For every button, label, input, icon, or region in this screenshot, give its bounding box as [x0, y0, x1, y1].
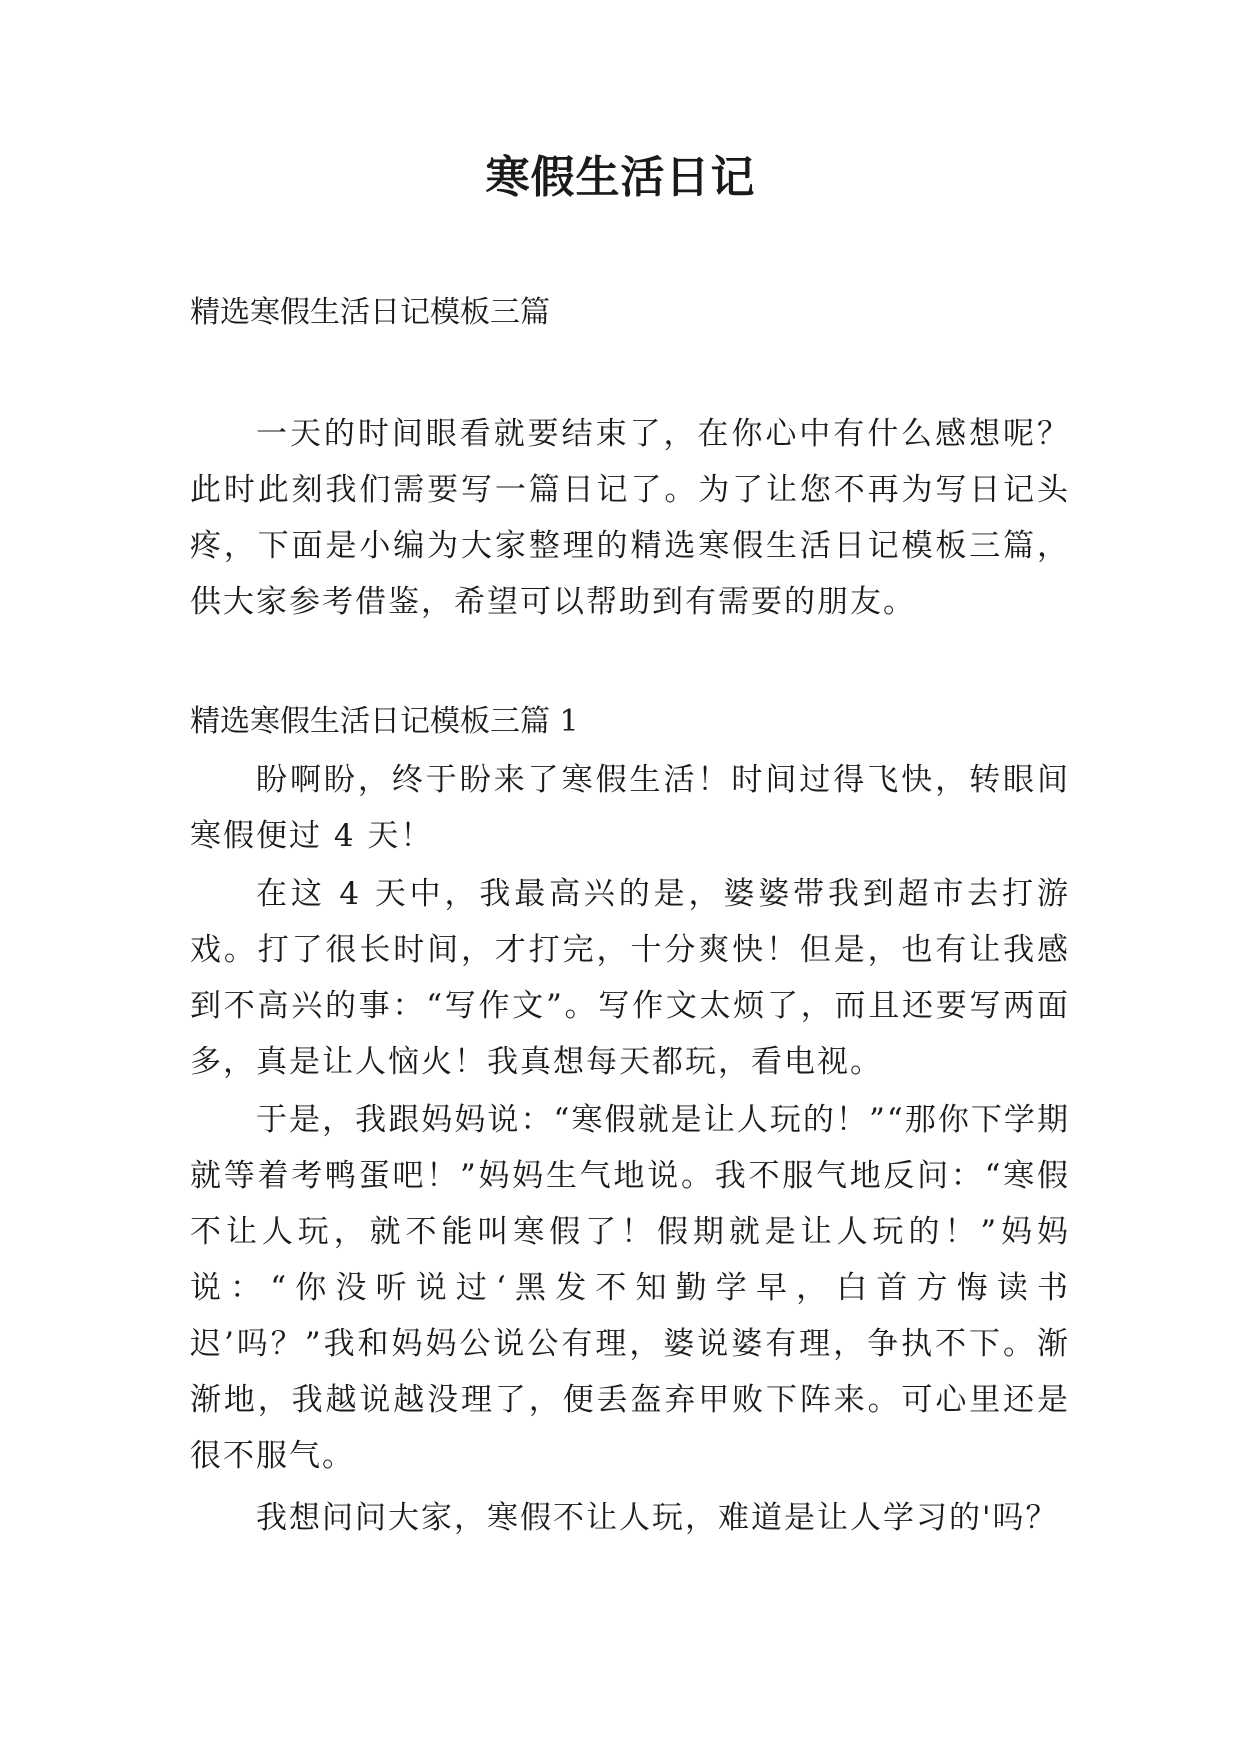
body-paragraph-3: 于是，我跟妈妈说：“寒假就是让人玩的！”“那你下学期就等着考鸭蛋吧！”妈妈生气地说。我不服气地反问：“寒假不让人玩，就不能叫寒假了！假期就是让人玩的！”妈妈说：“你没听说过‘黑发不知勤学早，白首方悔读书迟’吗？”我和妈妈公说公有理，婆说婆有理，争执不下。渐渐地，我越说越没理了，便丢盔弃甲败下阵来。可心里还是很不服气。: [190, 1102, 1070, 1474]
intro-paragraph: 一天的时间眼看就要结束了，在你心中有什么感想呢？此时此刻我们需要写一篇日记了。为了让您不再为写日记头疼，下面是小编为大家整理的精选寒假生活日记模板三篇，供大家参考借鉴，希望可以帮助到有需要的朋友。: [190, 416, 1070, 620]
document-subtitle: 精选寒假生活日记模板三篇: [190, 295, 550, 330]
section-heading: 精选寒假生活日记模板三篇 1: [190, 704, 579, 739]
body-paragraph-4: 我想问问大家，寒假不让人玩，难道是让人学习的'吗？: [256, 1500, 1059, 1536]
document-title: 寒假生活日记: [485, 152, 756, 203]
body-paragraph-2: 在这 4 天中，我最高兴的是，婆婆带我到超市去打游戏。打了很长时间，才打完，十分爽快！但是，也有让我感到不高兴的事：“写作文”。写作文太烦了，而且还要写两面多，真是让人恼火！我真想每天都玩，看电视。: [190, 876, 1070, 1080]
body-paragraph-1: 盼啊盼，终于盼来了寒假生活！时间过得飞快，转眼间寒假便过 4 天！: [190, 762, 1070, 854]
